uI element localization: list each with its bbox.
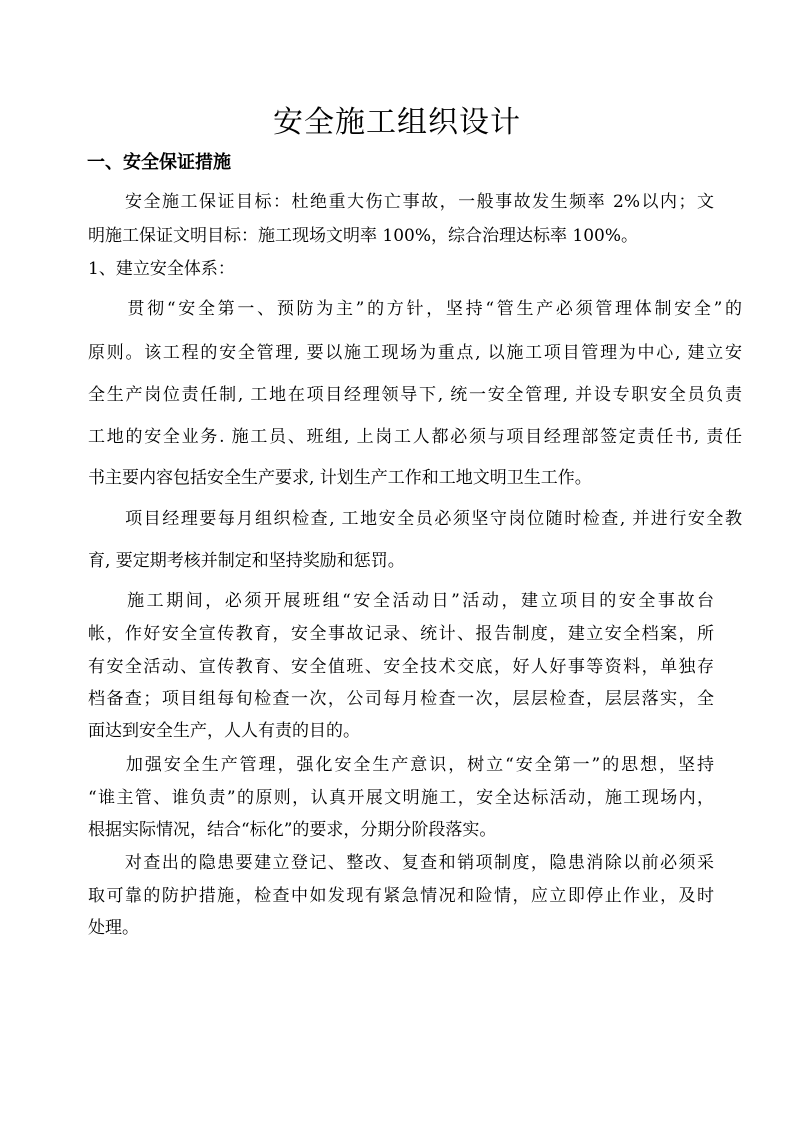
goals-line-1: 安全施工保证目标：杜绝重大伤亡事故，一般事故发生频率 2%以内；文 [88,192,714,212]
system-line-5: 书主要内容包括安全生产要求, 计划生产工作和工地文明卫生工作。 [88,468,592,488]
activity-line-3: 有安全活动、宣传教育、安全值班、安全技术交底，好人好事等资料，单独存 [88,657,714,677]
document-title: 安全施工组织设计 [273,105,521,140]
system-line-1: 贯彻“安全第一、预防为主”的方针，坚持“管生产必须管理体制安全”的 [88,299,742,319]
activity-line-5: 面达到安全生产，人人有责的目的。 [88,721,360,741]
inspection-line-1: 项目经理要每月组织检查, 工地安全员必须坚守岗位随时检查, 并进行安全教 [88,509,742,529]
activity-line-2: 帐，作好安全宣传教育，安全事故记录、统计、报告制度，建立安全档案，所 [88,624,714,644]
subheading-establish-safety-system: 1、建立安全体系： [88,259,235,279]
management-line-1: 加强安全生产管理，强化安全生产意识，树立“安全第一”的思想，坚持 [88,755,714,775]
management-line-3: 根据实际情况，结合“标化”的要求，分期分阶段落实。 [88,820,497,840]
section-heading: 一、安全保证措施 [87,152,231,173]
system-line-3: 全生产岗位责任制, 工地在项目经理领导下, 统一安全管理, 并设专职安全员负责 [88,385,742,405]
goals-line-2: 明施工保证文明目标：施工现场文明率 100%，综合治理达标率 100%。 [88,226,639,246]
system-line-2: 原则。该工程的安全管理, 要以施工现场为重点, 以施工项目管理为中心, 建立安 [88,343,742,363]
inspection-line-2: 育, 要定期考核并制定和坚持奖励和惩罚。 [88,551,405,571]
hazards-line-2: 取可靠的防护措施，检查中如发现有紧急情况和险情，应立即停止作业，及时 [88,886,714,906]
hazards-line-1: 对查出的隐患要建立登记、整改、复查和销项制度，隐患消除以前必须采 [88,853,714,873]
system-line-4: 工地的安全业务. 施工员、班组, 上岗工人都必须与项目经理部签定责任书, 责任 [88,427,742,447]
activity-line-4: 档备查；项目组每旬检查一次，公司每月检查一次，层层检查，层层落实，全 [88,689,714,709]
management-line-2: “谁主管、谁负责”的原则，认真开展文明施工，安全达标活动，施工现场内， [88,788,714,808]
activity-line-1: 施工期间，必须开展班组“安全活动日”活动，建立项目的安全事故台 [88,591,714,611]
hazards-line-3: 处理。 [88,918,139,938]
